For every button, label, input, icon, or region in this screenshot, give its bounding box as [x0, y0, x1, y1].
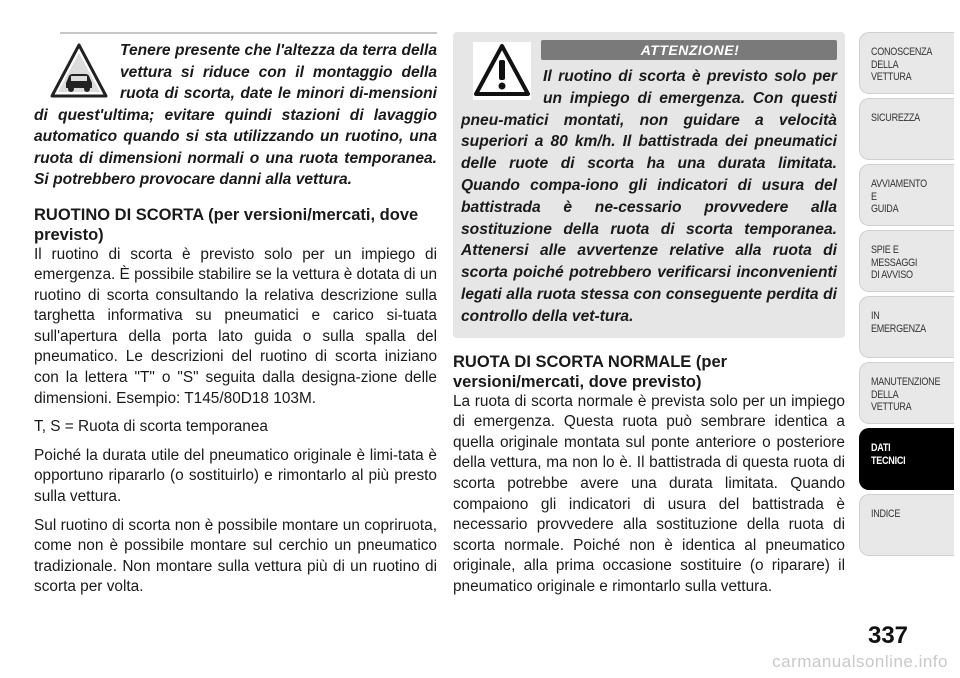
note-text: Tenere presente che l'altezza da terra della vettura si riduce con il montaggio della ruota di scorta, date le minori di-mensioni di quest'ultima; evitare quindi stazioni di lavaggio automatico quando si sta utilizzando un ruotino, una ruota di dimensioni normali o una ruota temporanea. Si potrebbero provocare danni alla vettura.	[34, 42, 437, 188]
page-number: 337	[867, 622, 909, 649]
tab-label: DATI TECNICI	[871, 442, 906, 467]
paragraph: La ruota di scorta normale è prevista solo per un impiego di emergenza. Questa ruota può sembrare identica a quella originale montata sul ponte anteriore o posteriore della vettura, ma non lo è. Il battistrada di questa ruota di scorta potrebbe avere una durata limitata. Quando compaiono gli indicatori di usura del battistrada è necessario provvedere alla sostituzione della ruota di scorta normale. Poiché non è identica al pneumatico originale, alla prima occasione sostituire (o riparare) il pneumatico originale e rimontarlo sulla vettura.	[453, 392, 845, 595]
tab-label: AVVIAMENTO E GUIDA	[871, 178, 927, 215]
section-title: RUOTINO DI SCORTA	[34, 205, 204, 224]
tab-dati-tecnici[interactable]	[859, 428, 954, 490]
tab-manutenzione-della-vettura[interactable]	[859, 362, 954, 424]
tab-label: SPIE E MESSAGGI DI AVVISO	[871, 244, 918, 281]
tab-conoscenza-della-vettura[interactable]	[859, 32, 954, 94]
section-title-ruotino	[34, 205, 437, 245]
tab-avviamento-e-guida[interactable]	[859, 164, 954, 226]
section-title: RUOTA DI SCORTA NORMALE	[453, 352, 692, 371]
note-divider	[60, 32, 437, 34]
tab-label: CONOSCENZA DELLA VETTURA	[871, 46, 933, 83]
left-column	[34, 32, 437, 606]
car-warning-icon	[50, 42, 108, 100]
chapter-tabs	[859, 32, 960, 560]
tab-indice[interactable]	[859, 494, 954, 556]
tab-label: INDICE	[871, 508, 901, 520]
paragraph: Il ruotino di scorta è previsto solo per un impiego di emergenza. È possibile stabilire se la vettura è dotata di un ruotino di scorta consultando la relativa descrizione sulla targhetta informativa su pneumatici e carico si-tuata sull'apertura della porta lato guida o sulla spalla del pneumatico. Le descrizioni del ruotino di scorta iniziano con la lettera "T" o "S" seguita dalla designa-zione delle dimensioni. Esempio: T145/80D18 103M.	[34, 245, 437, 407]
paragraph: Sul ruotino di scorta non è possibile montare un copriruota, come non è possibile montare sul cerchio un pneumatico tradizionale. Non montare sulla vettura più di un ruotino di scorta per volta.	[34, 516, 437, 596]
warning-title: ATTENZIONE!	[541, 40, 837, 60]
tab-label: MANUTENZIONE DELLA VETTURA	[871, 376, 941, 413]
warning-box	[453, 32, 845, 338]
section-subtitle: (per versioni/mercati, dove previsto)	[453, 352, 728, 391]
tab-in-emergenza[interactable]	[859, 296, 954, 358]
watermark: carmanualsonline.info	[772, 652, 948, 671]
warning-text: Il ruotino di scorta è previsto solo per un impiego di emergenza. Con questi pneu-matici montati, non guidare a velocità superiori a 80 km/h. Il battistrada dei pneumatici delle ruote di scorta ha una durata limitata. Quando compa-iono gli indicatori di usura del battistrada è ne-cessario provvedere alla sostituzione della ruota di scorta temporanea. Attenersi alle avvertenze relative alla ruota di scorta poiché potrebbero verificarsi inconvenienti legati alla ruota stessa con conseguente perdita di controllo della vet-tura.	[461, 68, 837, 325]
tab-spie-e-messaggi-di-avviso[interactable]	[859, 230, 954, 292]
section-title-ruota-normale	[453, 352, 845, 392]
warning-triangle-icon	[473, 42, 531, 100]
paragraph: Poiché la durata utile del pneumatico originale è limi-tata è opportuno ripararlo (o sostituirlo) e rimontarlo al più presto sulla vettura.	[34, 446, 437, 506]
tab-sicurezza[interactable]	[859, 98, 954, 160]
tab-label: SICUREZZA	[871, 112, 920, 124]
section-subtitle: (per versioni/mercati, dove previsto)	[34, 205, 419, 244]
right-column	[453, 32, 845, 606]
paragraph: T, S = Ruota di scorta temporanea	[34, 418, 268, 436]
tab-label: IN EMERGENZA	[871, 310, 926, 335]
